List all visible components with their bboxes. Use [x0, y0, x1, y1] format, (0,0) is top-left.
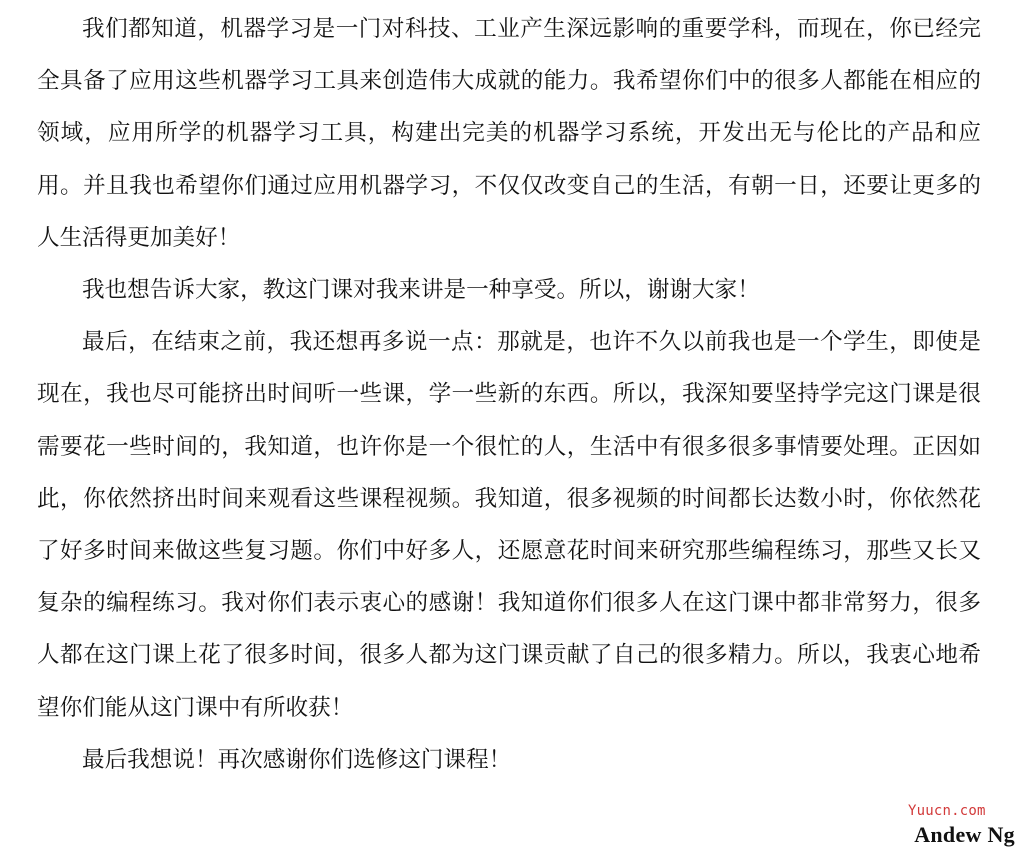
paragraph-closing: 最后我想说！再次感谢你们选修这门课程！	[82, 746, 512, 773]
watermark-text: Yuucn.com	[908, 803, 986, 819]
document-page	[37, 0, 981, 866]
author-signature: Andew Ng	[914, 822, 1015, 847]
paragraph-final-remarks: 最后，在结束之前，我还想再多说一点：那就是，也许不久以前我也是一个学生，即使是现在，我也尽可能挤出时间听一些课，学一些新的东西。所以，我深知要坚持学完这门课是很需要花一些时间的，我知道，也许你是一个很忙的人，生活中有很多很多事情要处理。正因如此，你依然挤出时间来观看这些课程视频。我知道，很多视频的时间都长达数小时，你依然花了好多时间来做这些复习题。你们中好多人，还愿意花时间来研究那些编程练习，那些又长又复杂的编程练习。我对你们表示衷心的感谢！我知道你们很多人在这门课中都非常努力，很多人都在这门课上花了很多时间，很多人都为这门课贡献了自己的很多精力。所以，我衷心地希望你们能从这门课中有所收获！	[37, 329, 981, 721]
paragraph-gratitude-and-hopes: 我们都知道，机器学习是一门对科技、工业产生深远影响的重要学科，而现在，你已经完全具备了应用这些机器学习工具来创造伟大成就的能力。我希望你们中的很多人都能在相应的领域，应用所学的机器学习工具，构建出完美的机器学习系统，开发出无与伦比的产品和应用。并且我也希望你们通过应用机器学习，不仅仅改变自己的生活，有朝一日，还要让更多的人生活得更加美好！	[37, 16, 981, 251]
paragraph-thanks: 我也想告诉大家，教这门课对我来讲是一种享受。所以，谢谢大家！	[82, 277, 760, 304]
